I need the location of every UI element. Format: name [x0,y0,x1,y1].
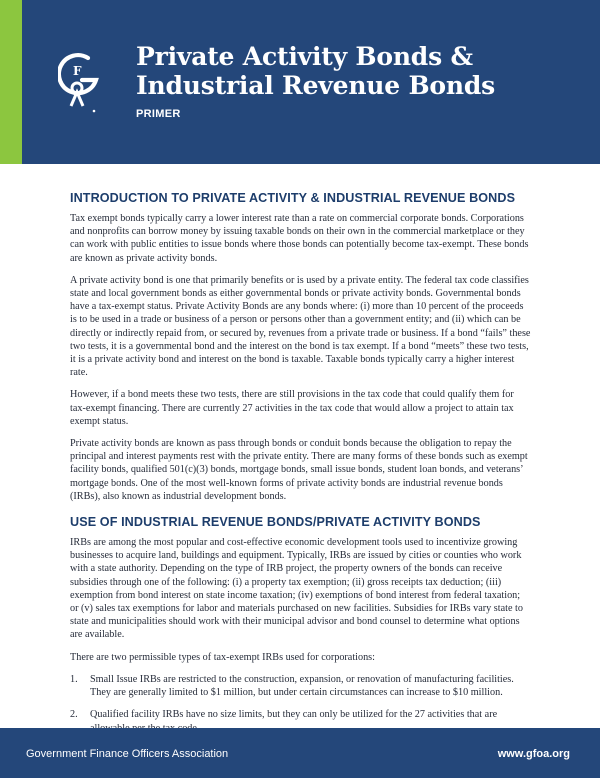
list-number: 2. [70,709,78,721]
header-banner [0,0,600,164]
document-type-label: PRIMER [136,108,181,120]
list-item [70,673,531,699]
list-number: 1. [70,673,78,685]
footer-website-link[interactable]: www.gfoa.org [497,748,570,760]
footer-bar [0,728,600,778]
list-item-text: Qualified facility IRBs have no size limits, but they can only be utilized for the 27 activities that are [90,709,498,721]
main-content [70,191,531,744]
gfoa-logo-icon [58,50,100,114]
section-heading-use: USE OF INDUSTRIAL REVENUE BONDS/PRIVATE ACTIVITY BONDS [70,515,481,530]
section-heading-introduction: INTRODUCTION TO PRIVATE ACTIVITY & INDUSTRIAL REVENUE BONDS [70,191,516,205]
intro-paragraph-4: Private activity bonds are known as pass through bonds or conduit bonds because the obligation to repay the principal and interest payments rest with the private entity. There are many forms of these bonds such as exempt facility bonds, qualified 501(c)(3) bonds, mortgage bonds, small issue bonds, student loan bonds, and veterans’ mortgage bonds. One of the most well-known forms of private activity bonds are industrial revenue bonds (IRBs), also known as industrial development bonds. [70,438,528,502]
page-title [136,42,576,100]
accent-stripe [0,0,22,164]
list-item-text: Small Issue IRBs are restricted to the construction, expansion, or renovation of manufacturing facilities. They are generally limited to $1 million, but under certain circumstances can increase to $10 million. [90,673,514,699]
intro-paragraph-3: However, if a bond meets these two tests, there are still provisions in the tax code that could qualify them for tax-exempt financing. There are currently 27 activities in the tax code that would allow a project to attain tax exempt status. [70,389,514,427]
footer-organization: Government Finance Officers Association [26,748,229,760]
use-paragraph-1: IRBs are among the most popular and cost-effective economic development tools used to incentivize growing businesses to acquire land, buildings and equipment. Typically, IRBs are issued by cities or counties who work with a state authority. Depending on the type of IRB project, the property owners of the bonds can receive subsidies through one of the following: (i) a property tax exemption; (ii) gross receipts tax deduction; (iii) exemption from bond interest on state income taxation; (iv) exemptions of bond interest from federal taxation; or (v) sales tax exemptions for labor and materials purchased on new facilities. Subsidies for IRBs vary state to state and municipalities should work with their municipal advisor and bond counsel to determine what options are available. [70,537,523,641]
title-line-1: Private Activity Bonds & [136,42,473,71]
title-line-2: Industrial Revenue Bonds [136,71,496,100]
intro-paragraph-1: Tax exempt bonds typically carry a lower interest rate than a rate on commercial corporate bonds. Corporations and nonprofits can borrow money by issuing taxable bonds on their own in the commercial marketplace or they can work with public entities to issue bonds where those bonds can potentially become tax-exempt. These bonds are known as private activity bonds. [70,213,529,264]
intro-paragraph-2: A private activity bond is one that primarily benefits or is used by a private entity. The federal tax code classifies state and local government bonds as either governmental bonds or private activity bonds. Governmental bonds have a tax-exempt status. Private Activity Bonds are any bonds where: (i) more than 10 percent of the proceeds is to be used in a trade or business of a person or persons other than a government entity; and (ii) which can be directly or indirectly repaid from, or secured by, revenues from a private trade or business. If a bond “fails” these two tests, it is a governmental bond and the interest on the bond is tax exempt. If a bond “meets” these two tests, it is a private activity bond and interest on the bond is taxable. Taxable bonds typically carry a higher interest rate. [70,274,531,379]
svg-text:F: F [73,64,82,78]
irb-types-list [70,673,531,735]
use-paragraph-2: There are two permissible types of tax-exempt IRBs used for corporations: [70,651,375,663]
